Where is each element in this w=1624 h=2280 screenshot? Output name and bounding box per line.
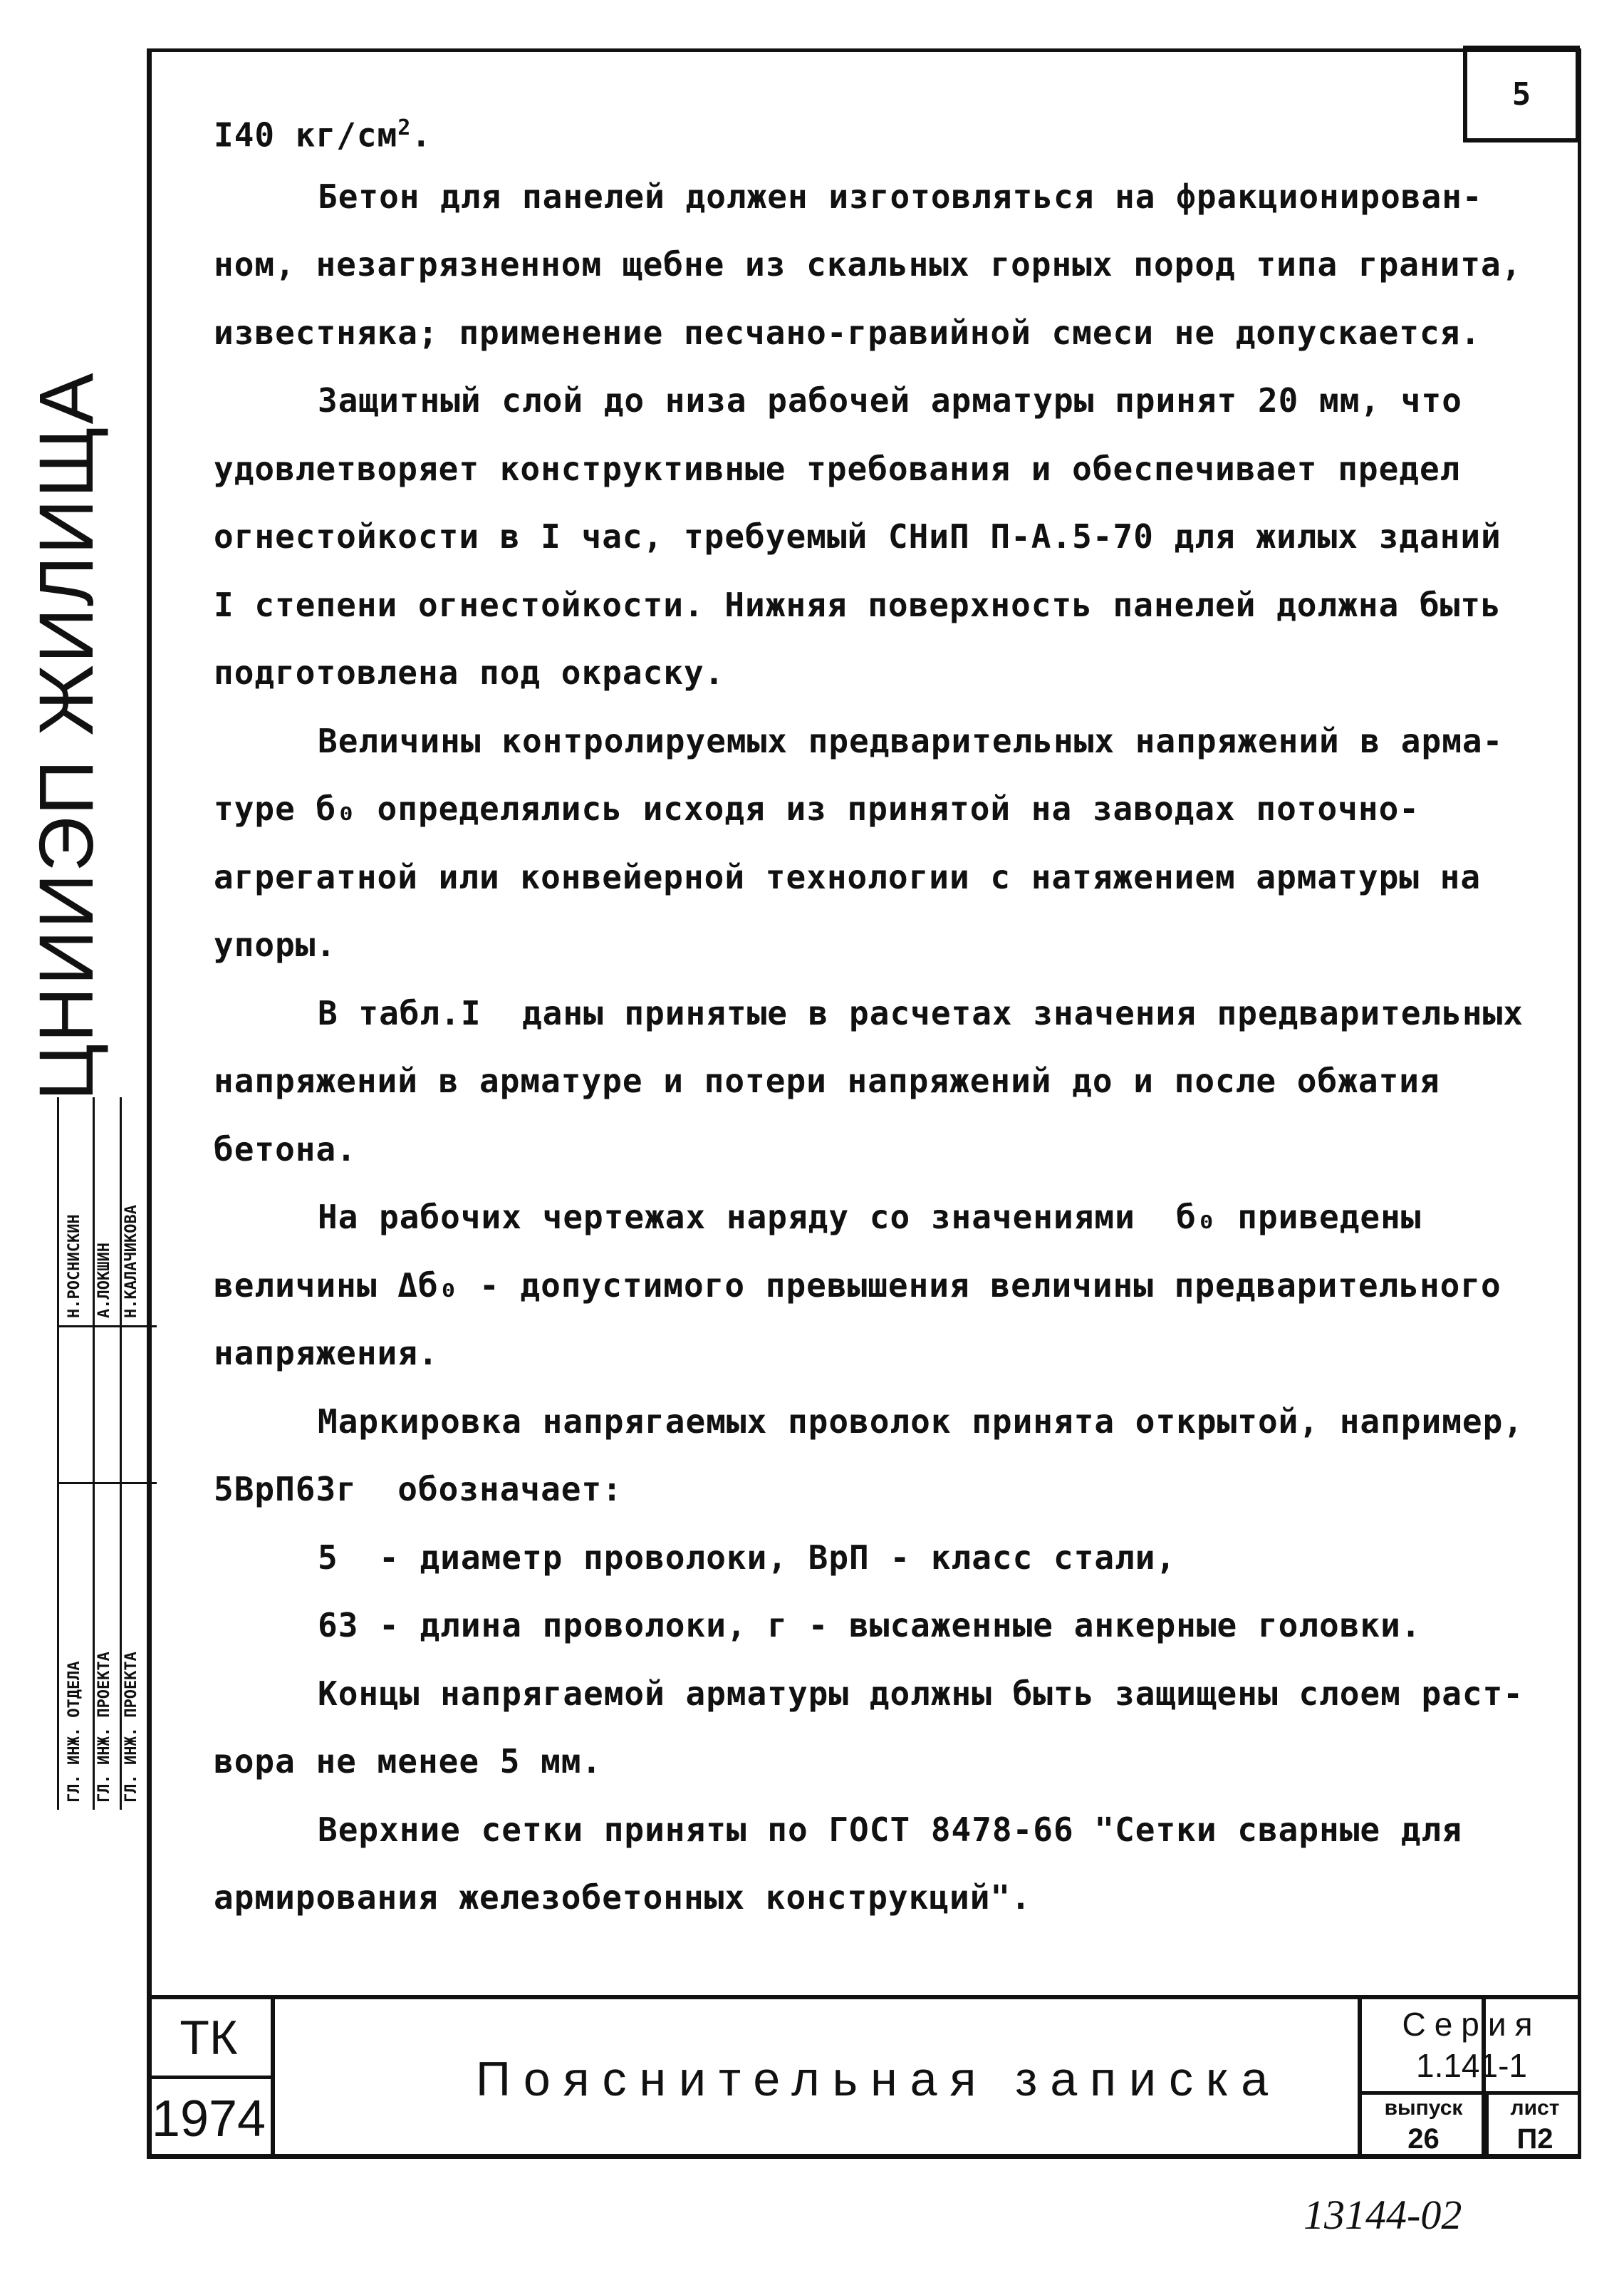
body-line: [318, 175, 1483, 218]
body-line: [214, 856, 1481, 898]
series-label: Серия: [1402, 2006, 1541, 2043]
stamp-divider: [120, 1097, 122, 1810]
stamp-role: ГЛ. ИНЖ. ПРОЕКТА: [95, 1652, 113, 1803]
body-line-text: агрегатной или конвейерной технологии с натяжением арматуры на: [214, 857, 1482, 896]
body-line: [318, 1604, 1422, 1647]
sheet-label: лист: [1510, 2096, 1560, 2120]
body-line: [318, 992, 1524, 1035]
body-line-text: подготовлена под окраску.: [214, 653, 725, 692]
document-title: Пояснительная записка: [275, 1999, 1486, 2159]
issue-label: выпуск: [1384, 2096, 1463, 2120]
body-line-text: ном, незагрязненном щебне из скальных горных пород типа гранита,: [214, 245, 1522, 284]
body-line: [214, 1059, 1440, 1102]
document-code: 13144-02: [1303, 2192, 1462, 2238]
series-cell: [1358, 1999, 1581, 2095]
stamp-divider: [57, 1325, 157, 1327]
issue-cell: [1358, 2095, 1489, 2159]
stamp-name: Н.РОСНИСКИН: [66, 1214, 83, 1318]
approval-stamp: [14, 1097, 147, 2194]
body-line-text: величины Δб₀ - допустимого превышения величины предварительного: [214, 1265, 1501, 1305]
body-line: [318, 1536, 1176, 1579]
body-line-text: Защитный слой до низа рабочей арматуры принят 20 мм, что: [318, 381, 1462, 420]
stamp-role: ГЛ. ИНЖ. ОТДЕЛА: [66, 1661, 83, 1803]
title-block: [147, 1995, 1581, 2159]
organization-stamp: ЦНИИЭП ЖИЛИЩА: [23, 371, 109, 1101]
stamp-name: А.ЛОКШИН: [95, 1243, 113, 1318]
body-line-text: напряжений в арматуре и потери напряжений до и после обжатия: [214, 1062, 1440, 1100]
body-line-text: Концы напрягаемой арматуры должны быть защищены слоем раст-: [318, 1674, 1524, 1713]
body-line-text: туре б₀ определялись исходя из принятой на заводах поточно-: [214, 789, 1420, 828]
stamp-divider: [93, 1097, 95, 1810]
body-line-text: Верхние сетки приняты по ГОСТ 8478-66 "Сетки сварные для: [318, 1810, 1462, 1849]
body-line: [214, 243, 1521, 286]
body-line-text: известняка; применение песчано-гравийной смеси не допускается.: [214, 313, 1482, 352]
body-line-text: 63 - длина проволоки, г - высаженные анкерные головки.: [318, 1606, 1422, 1644]
stamp-role: ГЛ. ИНЖ. ПРОЕКТА: [123, 1652, 140, 1803]
body-line-text: Маркировка напрягаемых проволок принята открытой, например,: [318, 1401, 1524, 1441]
body-line: [214, 1332, 439, 1374]
title-block-year: 1974: [147, 2079, 275, 2159]
body-line: [214, 1876, 1031, 1919]
body-line-text: напряжения.: [214, 1334, 439, 1372]
stamp-divider: [57, 1097, 59, 1810]
body-line: [214, 923, 336, 966]
body-line-text: Бетон для панелей должен изготовляться на фракционирован-: [318, 177, 1483, 216]
body-line: [214, 1740, 602, 1783]
body-line-text: огнестойкости в I час, требуемый СНиП П-А.5-70 для жилых зданий: [214, 517, 1501, 556]
body-line: [214, 515, 1501, 558]
body-line-text: 5ВрП63г обозначает:: [214, 1470, 623, 1508]
sheet-cell: [1489, 2095, 1581, 2159]
body-line-text: удовлетворяет конструктивные требования и обеспечивает предел: [214, 449, 1461, 488]
title-block-code: ТК: [147, 1999, 275, 2079]
body-line-text: армирования железобетонных конструкций".: [214, 1878, 1031, 1917]
body-line: [214, 787, 1420, 830]
body-line: [318, 1196, 1422, 1238]
body-line: [318, 379, 1462, 422]
stamp-name: Н.КАЛАЧИКОВА: [123, 1205, 140, 1318]
body-line: [318, 1672, 1524, 1715]
body-line: [214, 1264, 1501, 1307]
body-line: [318, 1400, 1524, 1443]
body-line: [214, 1468, 623, 1510]
body-line: [214, 311, 1481, 354]
body-line-text: На рабочих чертежах наряду со значениями б₀ приведены: [318, 1198, 1422, 1236]
body-line-text: 5 - диаметр проволоки, ВрП - класс стали,: [318, 1538, 1177, 1577]
body-line-text: бетона.: [214, 1129, 357, 1168]
body-line: [318, 720, 1503, 762]
body-line-text: вора не менее 5 мм.: [214, 1742, 603, 1781]
page-number: 5: [1463, 46, 1580, 142]
issue-value: 26: [1407, 2123, 1440, 2155]
sheet-value: П2: [1516, 2123, 1553, 2155]
series-value: 1.141-1: [1415, 2047, 1527, 2084]
body-line-text: Величины контролируемых предварительных напряжений в арма-: [318, 721, 1504, 760]
body-line-text: I степени огнестойкости. Нижняя поверхность панелей должна быть: [214, 585, 1501, 624]
body-line: [214, 584, 1501, 626]
body-line-text: упоры.: [214, 926, 337, 964]
body-line-text: I40 кг/см: [214, 115, 398, 155]
body-line-text: В табл.I даны принятые в расчетах значения предварительных: [318, 993, 1524, 1032]
body-line: [214, 447, 1460, 490]
body-line: [214, 651, 724, 694]
body-line-tail: .: [411, 115, 432, 155]
body-line: [214, 107, 432, 155]
stamp-divider: [57, 1482, 157, 1484]
body-line: [318, 1808, 1462, 1851]
body-line: [214, 1128, 357, 1171]
superscript: 2: [397, 115, 412, 140]
